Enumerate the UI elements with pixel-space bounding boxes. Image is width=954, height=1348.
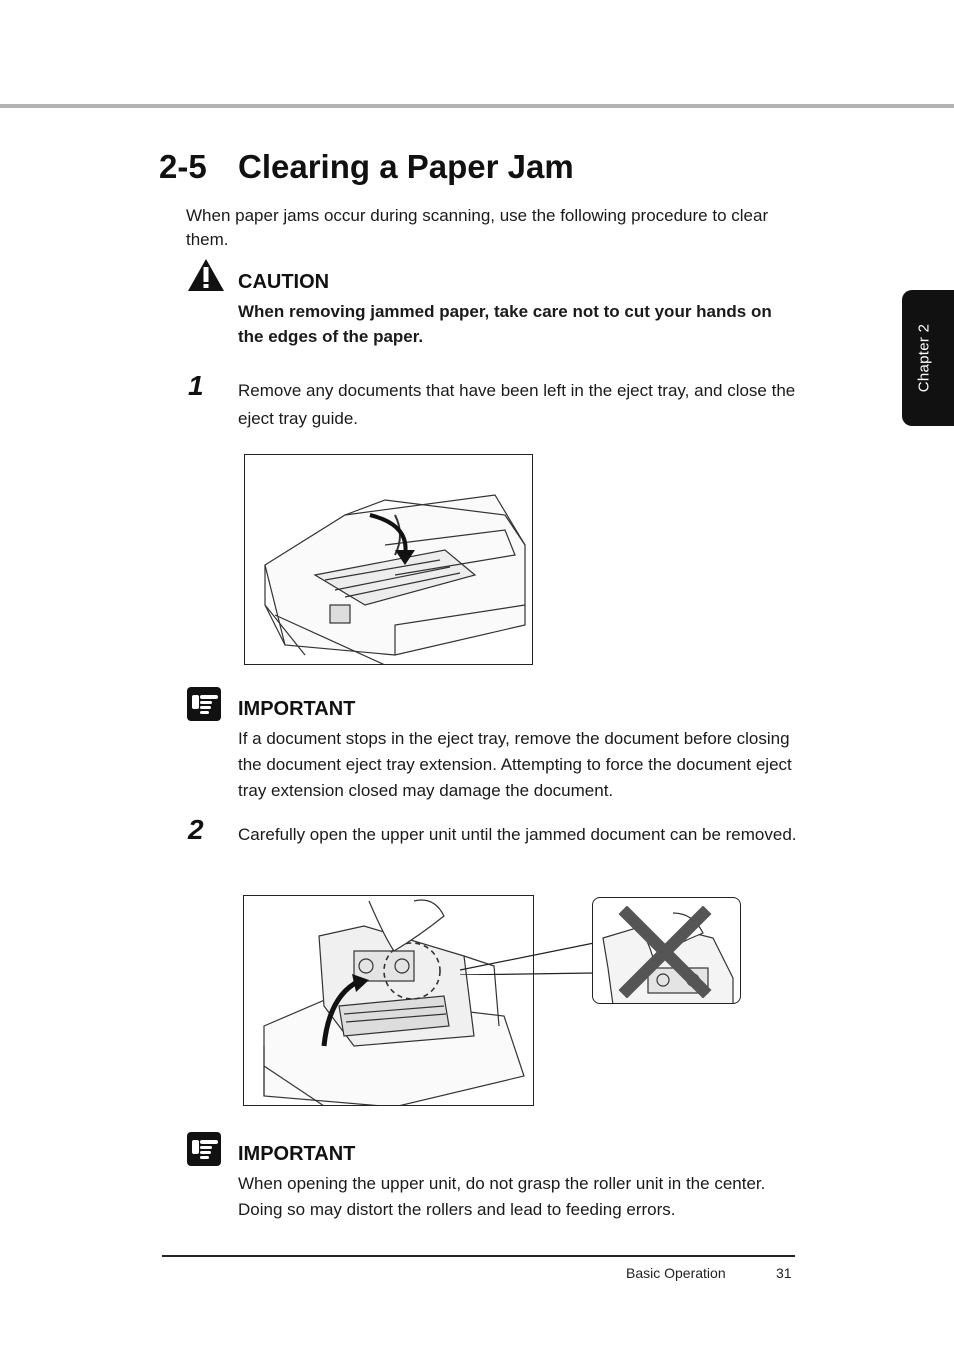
step-2-text: Carefully open the upper unit until the jammed document can be removed. bbox=[238, 825, 797, 844]
warning-triangle-icon bbox=[186, 257, 222, 293]
caution-heading: CAUTION bbox=[238, 271, 330, 293]
step-1-text: Remove any documents that have been left in the eject tray, and close the eject tray guide. bbox=[238, 381, 796, 428]
section-heading: Clearing a Paper Jam bbox=[238, 148, 574, 185]
chapter-tab bbox=[902, 290, 954, 426]
pointing-hand-icon bbox=[186, 686, 222, 722]
callout-leader-lines bbox=[440, 895, 600, 975]
incorrect-grip-inset bbox=[592, 897, 741, 1004]
chapter-tab-label: Chapter 2 bbox=[915, 323, 933, 393]
page-number: 31 bbox=[776, 1265, 792, 1281]
important-1-heading: IMPORTANT bbox=[238, 698, 356, 720]
pointing-hand-icon bbox=[186, 1131, 222, 1167]
prohibited-x-icon bbox=[615, 906, 715, 998]
step-1-number: 1 bbox=[188, 370, 204, 401]
footer-rule bbox=[162, 1255, 795, 1257]
eject-tray-figure bbox=[244, 454, 533, 665]
important-1-body: If a document stops in the eject tray, remove the document before closing the document eject tray extension. Attempting to force the document eject tray extension closed may damage the document. bbox=[238, 729, 792, 800]
step-2-number: 2 bbox=[188, 814, 204, 845]
caution-body: When removing jammed paper, take care not to cut your hands on the edges of the paper. bbox=[238, 302, 772, 346]
important-2-heading: IMPORTANT bbox=[238, 1143, 356, 1165]
footer-section-label: Basic Operation bbox=[626, 1265, 726, 1281]
header-rule bbox=[0, 104, 954, 108]
section-title bbox=[159, 148, 574, 186]
important-2-body: When opening the upper unit, do not grasp the roller unit in the center. Doing so may distort the rollers and lead to feeding errors. bbox=[238, 1174, 766, 1219]
intro-paragraph: When paper jams occur during scanning, use the following procedure to clear them. bbox=[186, 206, 769, 249]
section-number: 2-5 bbox=[159, 148, 207, 185]
